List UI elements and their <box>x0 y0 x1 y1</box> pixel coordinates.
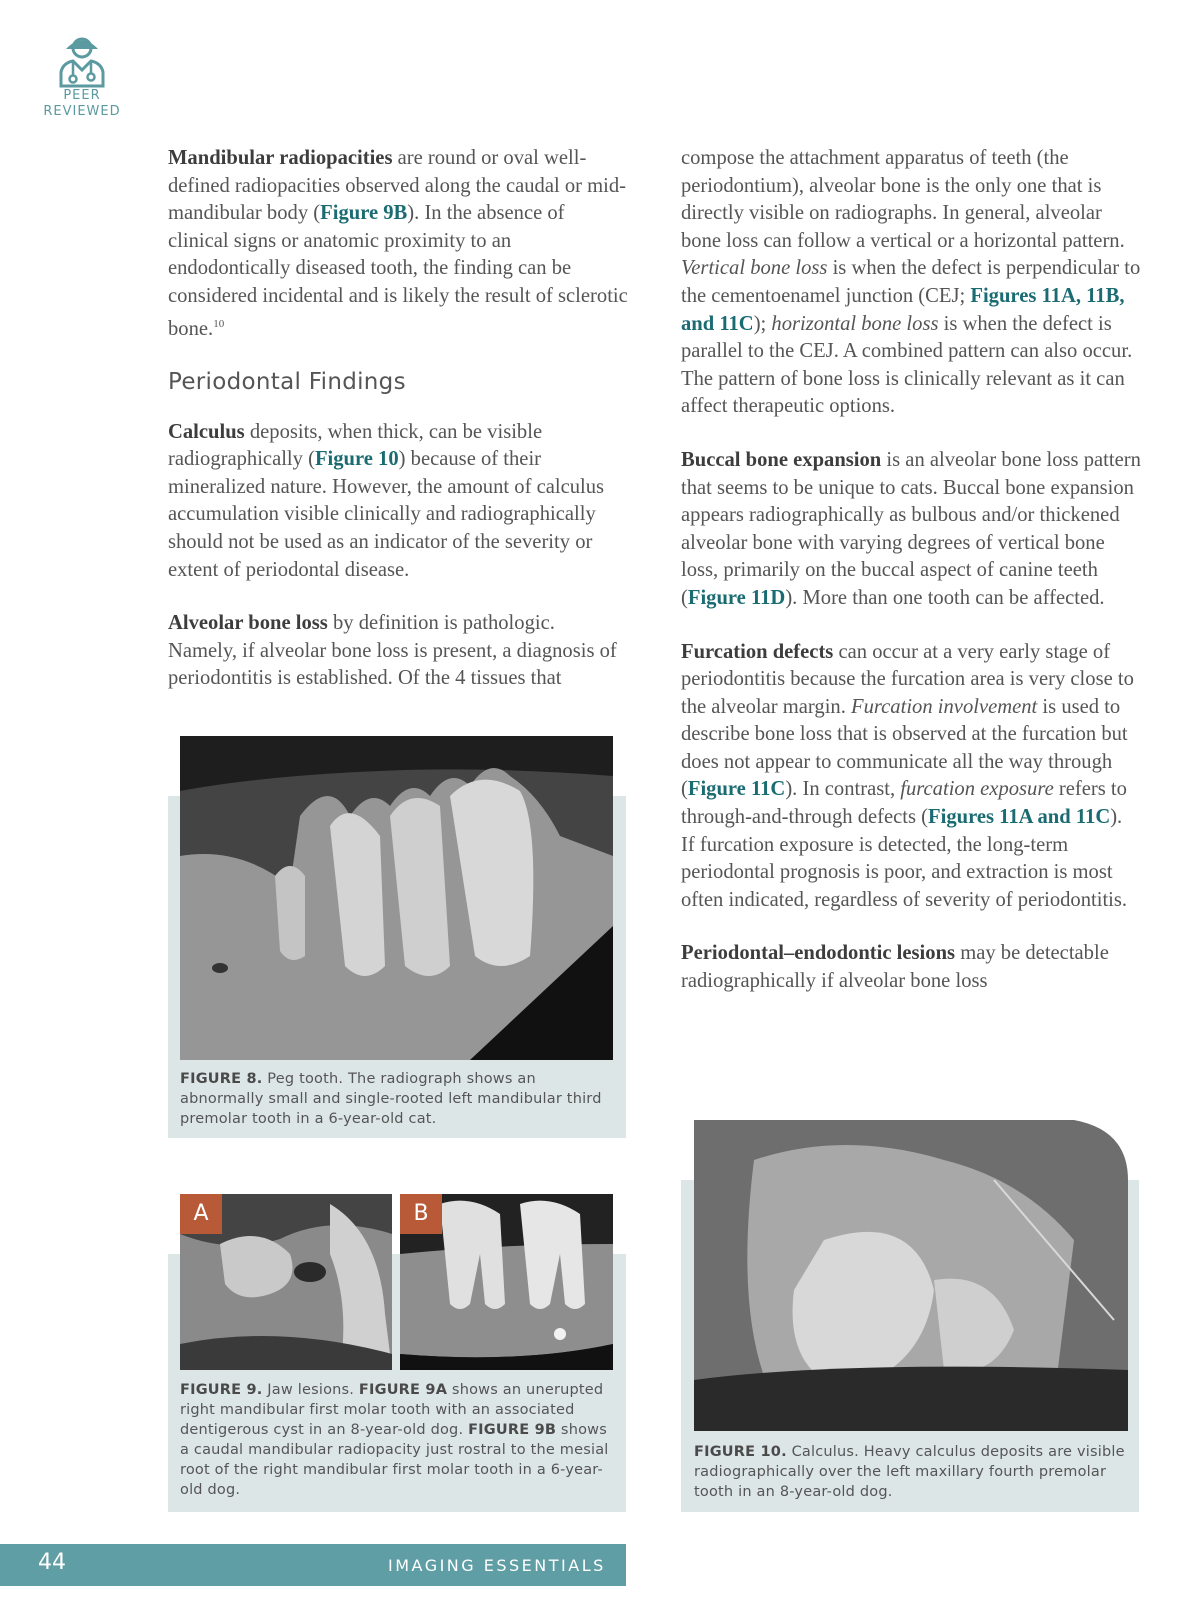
italic-term: Furcation involvement <box>851 695 1038 718</box>
paragraph-perio-endo-lesions <box>681 940 1141 995</box>
italic-term: Vertical bone loss <box>681 257 828 280</box>
badge-label-peer: PEER <box>63 88 101 103</box>
text: ). In contrast, <box>785 778 901 801</box>
text: compose the attachment apparatus of teeth (the periodontium), alveolar bone is the only one that is directly visible on radiographs. In general, alveolar bone loss can follow a vertical or a horizontal pattern. <box>681 147 1125 252</box>
caption-label-b: FIGURE 9B <box>468 1422 557 1438</box>
section-name: IMAGING ESSENTIALS <box>388 1556 606 1575</box>
text: by definition is pathologic. Namely, if alveolar bone loss is present, a diagnosis of periodontitis is established. Of the 4 tissues that <box>168 612 617 690</box>
term: Periodontal–endodontic lesions <box>681 942 956 965</box>
text: ). In the absence of clinical signs or anatomic proximity to an endodontically diseased tooth, the finding can be considered incidental and is likely the result of sclerotic bone. <box>168 202 628 340</box>
term: Mandibular radiopacities <box>168 147 393 169</box>
badge-label-reviewed: REVIEWED <box>43 104 121 119</box>
doctor-icon <box>57 36 107 88</box>
caption-label: FIGURE 10. <box>694 1444 787 1460</box>
text: are round or oval well-defined radiopacities observed along the caudal or mid-mandibular body ( <box>168 147 627 225</box>
text: is when the defect is perpendicular to the cementoenamel junction (CEJ; <box>681 257 1141 307</box>
text: may be detectable radiographically if alveolar bone loss <box>681 942 1109 993</box>
caption-text: shows a caudal mandibular radiopacity just rostral to the mesial root of the right mandibular first molar tooth in a 6-year-old dog. <box>180 1422 609 1498</box>
italic-term: furcation exposure <box>900 778 1054 801</box>
figure-9-caption <box>180 1380 618 1500</box>
term: Alveolar bone loss <box>168 612 328 635</box>
figure-8-radiograph <box>180 736 613 1060</box>
figure-10-radiograph <box>694 1120 1128 1431</box>
text: is an alveolar bone loss pattern that seems to be unique to cats. Buccal bone expansion appears radiographically as bulbous and/or thickened alveolar bone with varying degrees of vertical bone loss, primarily on the buccal aspect of canine teeth ( <box>681 448 1141 609</box>
text: ). If furcation exposure is detected, the long-term periodontal prognosis is poor, and extraction is most often indicated, regardless of severity of periodontitis. <box>681 806 1128 911</box>
caption-label: FIGURE 9. <box>180 1382 263 1398</box>
figure-link[interactable]: Figures 11A, 11B, and 11C <box>681 284 1125 335</box>
figure-9a-radiograph <box>180 1194 392 1370</box>
caption-text: Peg tooth. The radiograph shows an abnormally small and single-rooted left mandibular third premolar tooth in a 6-year-old cat. <box>180 1071 602 1127</box>
term: Furcation defects <box>681 640 834 663</box>
section-heading: Periodontal Findings <box>168 369 406 396</box>
figure-9b-tag: B <box>400 1194 442 1234</box>
figure-10-caption <box>694 1442 1132 1502</box>
term: Calculus <box>168 420 245 443</box>
figure-link[interactable]: Figures 11A and 11C <box>928 806 1111 829</box>
caption-text: Jaw lesions. <box>262 1382 359 1398</box>
text: is used to describe bone loss that is observed at the furcation but does not appear to communicate all the way through ( <box>681 695 1128 801</box>
figure-link[interactable]: Figure 11C <box>687 778 786 801</box>
text: can occur at a very early stage of periodontitis because the furcation area is very close to the alveolar margin. <box>681 640 1134 718</box>
radiograph-image <box>694 1120 1128 1431</box>
text: ); <box>753 312 772 335</box>
paragraph-mandibular-radiopacities <box>168 145 628 343</box>
radiograph-image <box>180 736 613 1060</box>
paragraph-attachment-apparatus <box>681 145 1141 421</box>
text: ). More than one tooth can be affected. <box>785 586 1105 609</box>
paragraph-furcation-defects <box>681 639 1141 915</box>
right-column <box>681 145 1141 1022</box>
paragraph-alveolar-bone-loss <box>168 610 628 693</box>
paragraph-buccal-bone-expansion <box>681 447 1141 613</box>
text: refers to through-and-through defects ( <box>681 778 1127 829</box>
term: Buccal bone expansion <box>681 448 882 471</box>
caption-label: FIGURE 8. <box>180 1071 263 1087</box>
left-column <box>168 145 628 719</box>
text: ) because of their mineralized nature. However, the amount of calculus accumulation visible clinically and radiographically should not be used as an indicator of the severity or extent of periodontal disease. <box>168 448 605 581</box>
caption-label-a: FIGURE 9A <box>358 1382 448 1398</box>
figure-link[interactable]: Figure 9B <box>320 202 408 225</box>
text: deposits, when thick, can be visible radiographically ( <box>168 420 543 471</box>
figure-9a-tag: A <box>180 1194 222 1234</box>
figure-link[interactable]: Figure 11D <box>687 586 786 609</box>
figure-9b-radiograph <box>400 1194 613 1370</box>
figure-8-caption <box>180 1069 620 1129</box>
reference: 10 <box>213 317 225 330</box>
text: is when the defect is parallel to the CEJ. A combined pattern can also occur. The pattern of bone loss is clinically relevant as it can affect therapeutic options. <box>681 312 1133 418</box>
caption-text: Calculus. Heavy calculus deposits are visible radiographically over the left maxillary fourth premolar tooth in an 8-year-old dog. <box>694 1444 1125 1500</box>
italic-term: horizontal bone loss <box>771 312 939 335</box>
peer-reviewed-badge <box>40 36 124 120</box>
caption-text: shows an unerupted right mandibular first molar tooth with an associated dentigerous cyst in an 8-year-old dog. <box>180 1382 604 1438</box>
paragraph-calculus <box>168 419 628 585</box>
page-number: 44 <box>38 1550 66 1575</box>
figure-link[interactable]: Figure 10 <box>314 448 399 471</box>
